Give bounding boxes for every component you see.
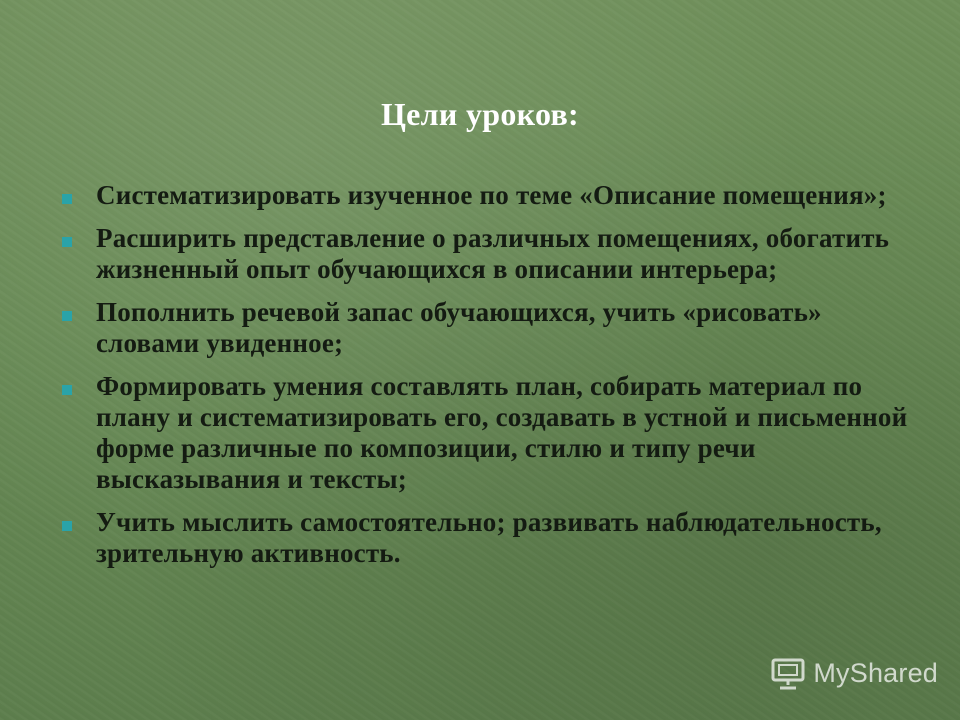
square-bullet-icon (62, 194, 72, 204)
slide-title: Цели уроков: (380, 96, 580, 132)
list-item (60, 223, 920, 285)
watermark (769, 654, 938, 692)
square-bullet-icon (62, 311, 72, 321)
watermark-text: MyShared (813, 657, 938, 688)
list-item-text: Формировать умения составлять план, собирать материал по плану и систематизировать его, создавать в устной и письменной форме различные по композиции, стилю и типу речи высказывания и тексты; (96, 371, 908, 494)
list-item-text: Расширить представление о различных помещениях, обогатить жизненный опыт обучающихся в описании интерьера; (96, 223, 890, 284)
goals-list (60, 180, 920, 581)
list-item (60, 180, 920, 211)
list-item (60, 371, 920, 495)
square-bullet-icon (62, 237, 72, 247)
list-item (60, 297, 920, 359)
list-item-text: Пополнить речевой запас обучающихся, учить «рисовать» словами увиденное; (96, 297, 822, 358)
square-bullet-icon (62, 385, 72, 395)
list-item-text: Систематизировать изученное по теме «Описание помещения»; (96, 180, 887, 210)
square-bullet-icon (62, 521, 72, 531)
list-item-text: Учить мыслить самостоятельно; развивать наблюдательность, зрительную активность. (96, 507, 882, 568)
list-item (60, 507, 920, 569)
presentation-board-icon (769, 654, 807, 692)
